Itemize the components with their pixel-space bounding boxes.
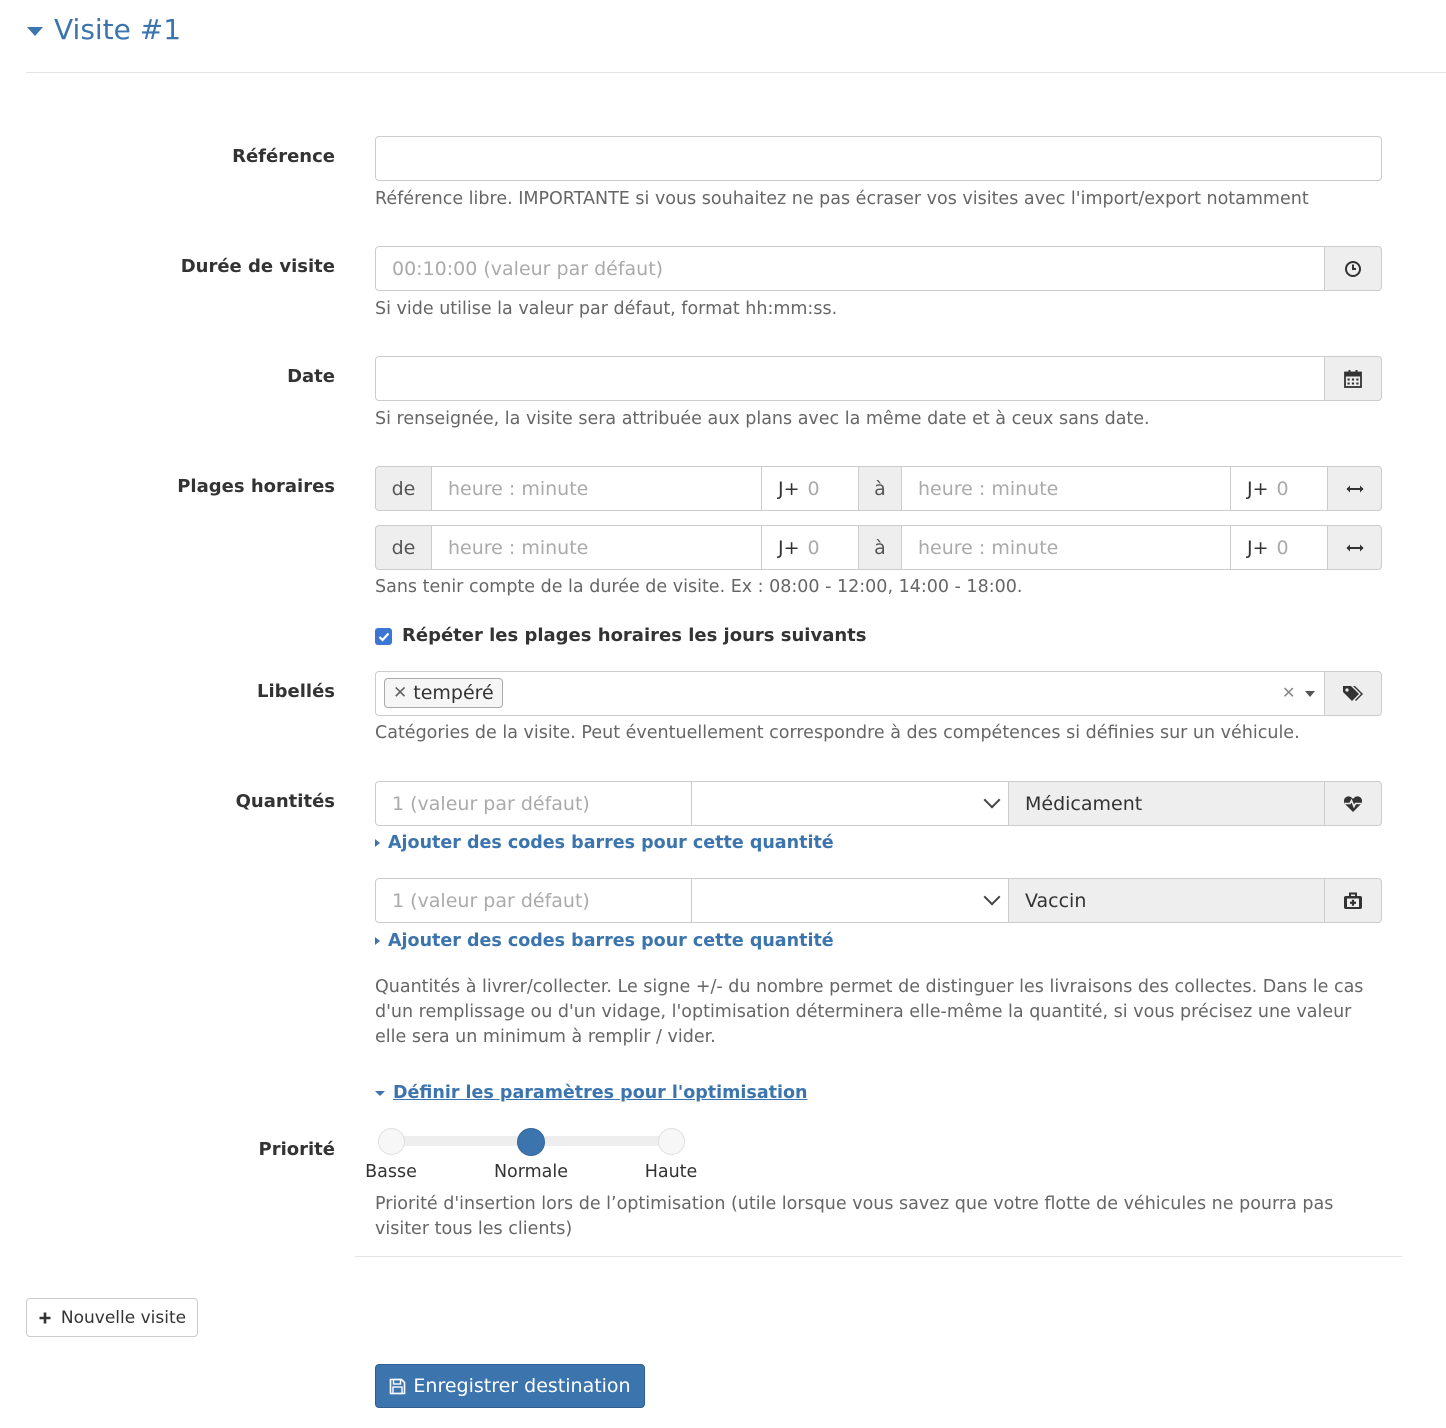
tag-chip-label: tempéré [413,682,494,704]
date-input[interactable] [375,356,1325,401]
timewindow-start-day-input[interactable] [761,525,859,570]
quantity-unit-name: Médicament [1008,781,1325,826]
reference-help: Référence libre. IMPORTANTE si vous souhaitez ne pas écraser vos visites avec l'import/export notamment [375,189,1309,209]
section-divider [26,72,1446,73]
dropdown-arrow-icon[interactable] [1305,691,1315,697]
arrows-horizontal-icon [1345,542,1365,554]
save-destination-button-label: Enregistrer destination [413,1375,631,1397]
priority-option-normale[interactable]: Normale [493,1162,569,1182]
timewindow-from-label: de [375,466,432,511]
timewindow-end-day-input[interactable] [1230,525,1328,570]
tags-label: Libellés [257,681,335,702]
plus-icon [38,1311,52,1325]
duration-clock-button[interactable] [1324,246,1382,291]
tags-help: Catégories de la visite. Peut éventuellement correspondre à des compétences si définies sur un véhicule. [375,723,1300,743]
floppy-disk-icon [389,1378,406,1395]
timewindow-to-label: à [858,466,902,511]
quantity-placeholder: 1 (valeur par défaut) [392,889,590,912]
duration-placeholder: 00:10:00 (valeur par défaut) [392,257,664,280]
timewindow-to-label: à [858,525,902,570]
tags-button[interactable] [1324,671,1382,716]
optimization-params-link[interactable] [375,1083,807,1103]
timewindow-end-day-input[interactable] [1230,466,1328,511]
timewindow-start-input[interactable] [431,525,762,570]
add-barcode-link[interactable] [375,833,834,853]
timewindow-start-input[interactable] [431,466,762,511]
quantity-unit-icon-box [1324,878,1382,923]
tags-select[interactable] [375,671,1325,716]
check-icon [378,632,390,642]
quantity-input[interactable] [375,781,692,826]
quantity-placeholder: 1 (valeur par défaut) [392,792,590,815]
chevron-down-icon [984,792,1001,809]
day-value: 0 [1276,536,1289,559]
priority-option-haute[interactable]: Haute [644,1162,698,1182]
tags-icon [1342,685,1364,703]
priority-help: Priorité d'insertion lors de l’optimisation (utile lorsque vous savez que votre flotte de véhicules ne pourra pas visiter tous les clients) [375,1194,1334,1239]
quantities-label: Quantités [235,791,335,812]
save-destination-button[interactable] [375,1364,645,1408]
timewindows-label: Plages horaires [177,476,335,497]
visit-divider [355,1256,1402,1257]
priority-slider-stop-basse[interactable] [378,1128,405,1155]
timewindow-end-placeholder: heure : minute [918,536,1059,559]
optimization-params-link-label: Définir les paramètres pour l'optimisation [393,1083,808,1103]
clear-icon[interactable]: ✕ [1282,683,1296,702]
calendar-icon [1343,369,1363,389]
priority-slider-handle[interactable] [517,1128,545,1156]
duration-label: Durée de visite [180,256,335,277]
timewindow-end-placeholder: heure : minute [918,477,1059,500]
repeat-label[interactable]: Répéter les plages horaires les jours suivants [402,625,867,646]
quantity-unit-name: Vaccin [1008,878,1325,923]
timewindow-end-input[interactable] [901,466,1231,511]
quantity-input[interactable] [375,878,692,923]
date-calendar-button[interactable] [1324,356,1382,401]
day-value: 0 [807,536,820,559]
day-prefix: J+ [778,477,800,500]
timewindow-start-placeholder: heure : minute [448,536,589,559]
day-prefix: J+ [778,536,800,559]
new-visit-button-label: Nouvelle visite [60,1307,187,1328]
priority-label: Priorité [258,1139,335,1160]
chevron-down-icon [984,889,1001,906]
quantities-help: Quantités à livrer/collecter. Le signe +/- du nombre permet de distinguer les livraisons des collectes. Dans le cas d'un remplissage ou d'un vidage, l'optimisation déterminera elle-même la quantité, si vous précisez une valeur elle sera un minimum à remplir / vider. [375,977,1364,1047]
quantity-unit-icon-box [1324,781,1382,826]
timewindow-start-day-input[interactable] [761,466,859,511]
add-barcode-link[interactable] [375,931,834,951]
priority-option-basse[interactable]: Basse [365,1162,417,1182]
new-visit-button[interactable] [26,1298,198,1337]
timewindow-from-label: de [375,525,432,570]
tag-chip [384,678,503,708]
heartbeat-icon [1343,795,1363,813]
duration-help: Si vide utilise la valeur par défaut, format hh:mm:ss. [375,299,838,319]
medkit-icon [1343,892,1363,910]
add-barcode-link-label: Ajouter des codes barres pour cette quantité [388,833,834,853]
timewindow-end-input[interactable] [901,525,1231,570]
collapse-caret-icon[interactable] [27,27,43,36]
duration-input[interactable] [375,246,1325,291]
section-title[interactable]: Visite #1 [54,13,182,46]
reference-input[interactable] [375,136,1382,181]
date-help: Si renseignée, la visite sera attribuée aux plans avec la même date et à ceux sans date. [375,409,1150,429]
arrows-horizontal-icon [1345,483,1365,495]
day-prefix: J+ [1247,536,1269,559]
day-value: 0 [807,477,820,500]
tag-remove-icon[interactable]: ✕ [393,683,408,703]
timewindows-help: Sans tenir compte de la durée de visite. Ex : 08:00 - 12:00, 14:00 - 18:00. [375,577,1023,597]
day-prefix: J+ [1247,477,1269,500]
timewindow-range-button[interactable] [1327,525,1382,570]
timewindow-start-placeholder: heure : minute [448,477,589,500]
date-label: Date [287,366,335,387]
add-barcode-link-label: Ajouter des codes barres pour cette quantité [388,931,834,951]
quantity-operation-select[interactable] [691,878,1009,923]
reference-label: Référence [232,146,335,167]
clock-icon [1344,260,1362,278]
timewindow-range-button[interactable] [1327,466,1382,511]
day-value: 0 [1276,477,1289,500]
priority-slider-stop-haute[interactable] [658,1128,685,1155]
repeat-checkbox[interactable] [375,628,392,645]
quantity-operation-select[interactable] [691,781,1009,826]
